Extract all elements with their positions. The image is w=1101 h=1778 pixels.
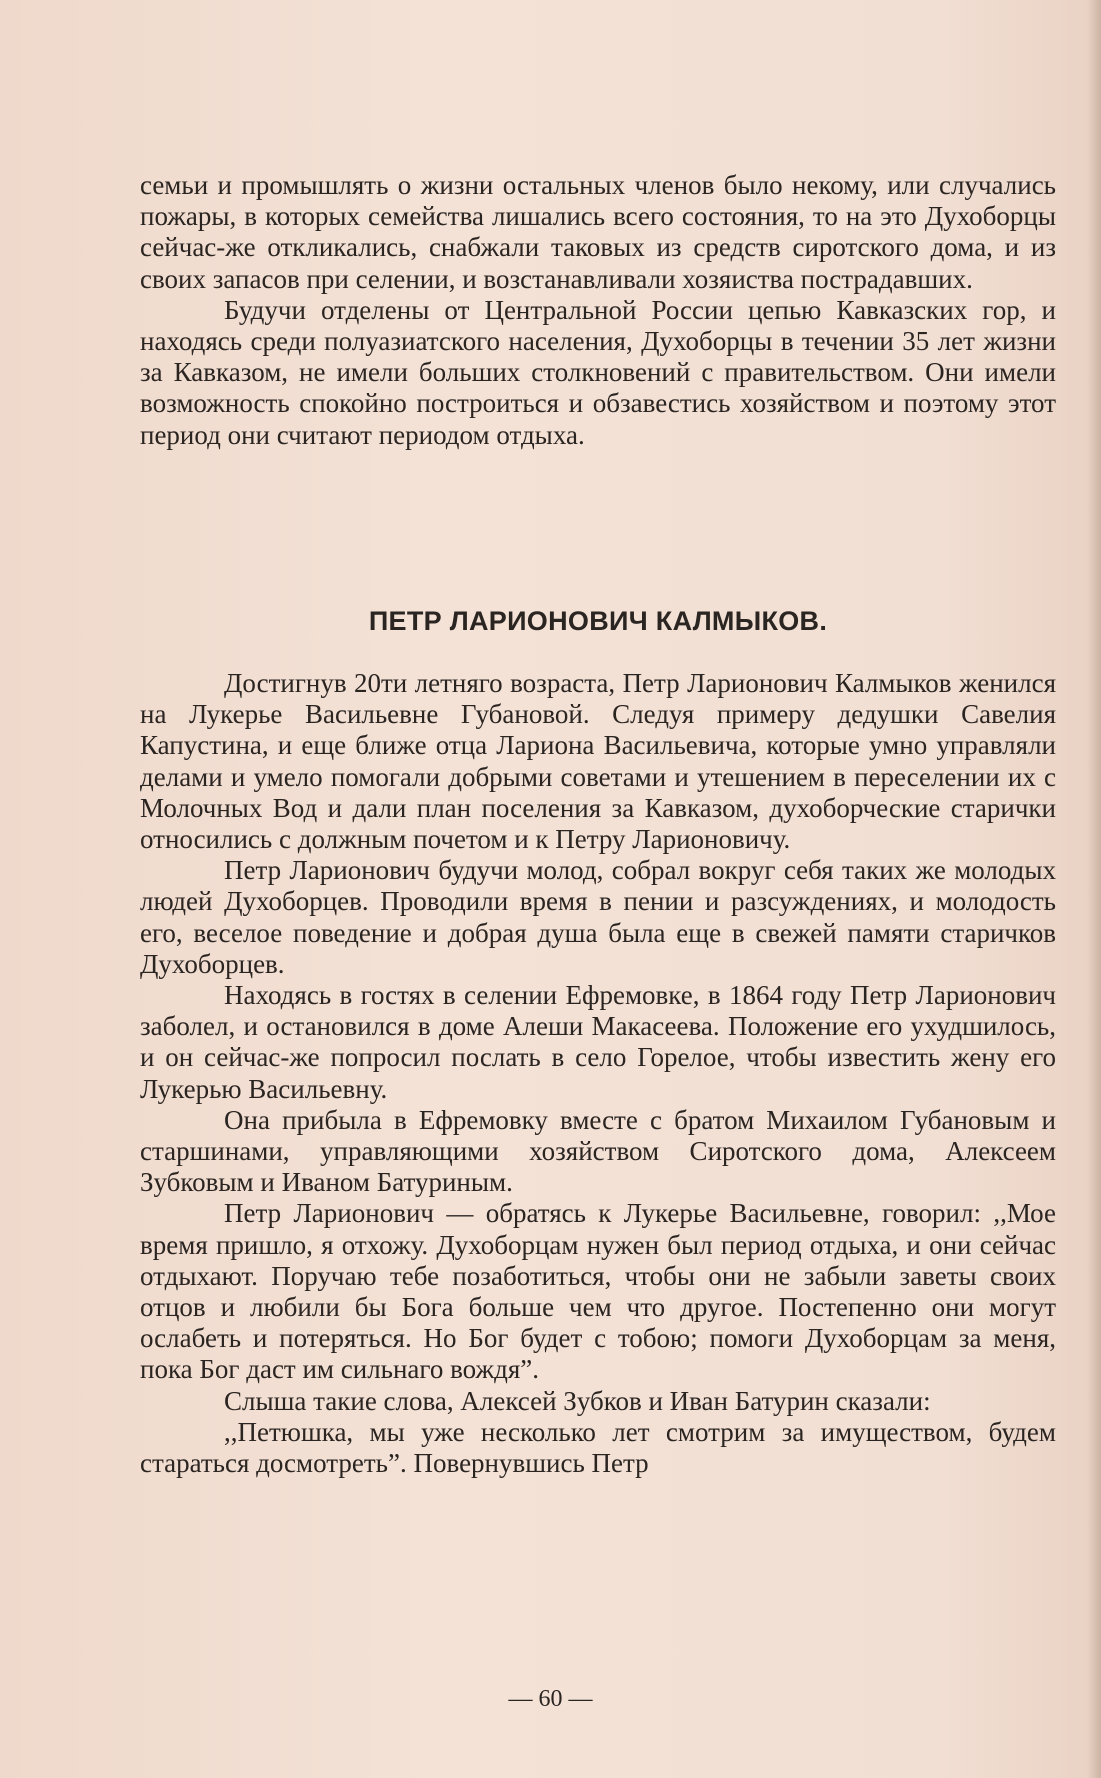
page-edge-shadow [1087,0,1101,1778]
paragraph-marriage: Достигнув 20ти летняго возраста, Петр Ларионович Калмыков женился на Лукерье Васильевне Губановой. Следуя примеру дедушки Савелия Капустина, и еще ближе отца Лариона Васильевича, которые умно управляли делами и умело помогали добрыми советами и утешением в переселении их с Молочных Вод и дали план поселения за Кавказом, духоборческие старички относились с должным почетом и к Петру Ларионовичу. [140,668,1056,855]
paragraph-youth: Петр Ларионович будучи молод, собрал вокруг себя таких же молодых людей Духоборцев. Проводили время в пении и разсуждениях, и молодость его, веселое поведение и добрая душа была еще в свежей памяти старичков Духоборцев. [140,855,1056,979]
text-block-top [140,170,1056,451]
text-block-body [140,668,1056,1479]
paragraph-arrival: Она прибыла в Ефремовку вместе с братом Михаилом Губановым и старшинами, управляющими хозяйством Сиротского дома, Алексеем Зубковым и Иваном Батуриным. [140,1104,1056,1198]
paragraph-speech: Петр Ларионович — обратясь к Лукерье Васильевне, говорил: ,,Мое время пришло, я отхожу. Духоборцам нужен был период отдыха, и они сейчас отдыхают. Поручаю тебе позаботиться, чтобы они не забыли заветы своих отцов и любили бы Бога больше чем что другое. Постепенно они могут ослабеть и потеряться. Но Бог будет с тобою; помоги Духоборцам за меня, пока Бог даст им сильнаго вождя”. [140,1198,1056,1385]
paragraph-reply: ,,Петюшка, мы уже несколько лет смотрим за имуществом, будем стараться досмотреть”. Повернувшись Петр [140,1416,1056,1479]
paragraph-reply-intro: Слыша такие слова, Алексей Зубков и Иван Батурин сказали: [224,1385,931,1416]
paragraph-continuation: семьи и промышлять о жизни остальных членов было некому, или случались пожары, в которых семейства лишались всего состояния, то на это Духоборцы сейчас-же откликались, снабжали таковых из средств сиротского дома, и из своих запасов при селении, и возстанавливали хозяиства пострадавших. [140,170,1056,294]
paragraph-illness: Находясь в гостях в селении Ефремовке, в 1864 году Петр Ларионович заболел, и остановился в доме Алеши Макасеева. Положение его ухудшилось, и он сейчас-же попросил послать в село Горелое, чтобы известить жену его Лукерью Васильевну. [140,980,1056,1104]
paragraph-rest-period: Будучи отделены от Центральной России цепью Кавказских гор, и находясь среди полуазиатского населения, Духоборцы в течении 35 лет жизни за Кавказом, не имели больших столкновений с правительством. Они имели возможность спокойно построиться и обзавестись хозяйством и поэтому этот период они считают периодом отдыха. [140,294,1056,450]
page-number: — 60 — [508,1686,593,1712]
section-heading: ПЕТР ЛАРИОНОВИЧ КАЛМЫКОВ. [368,606,828,636]
